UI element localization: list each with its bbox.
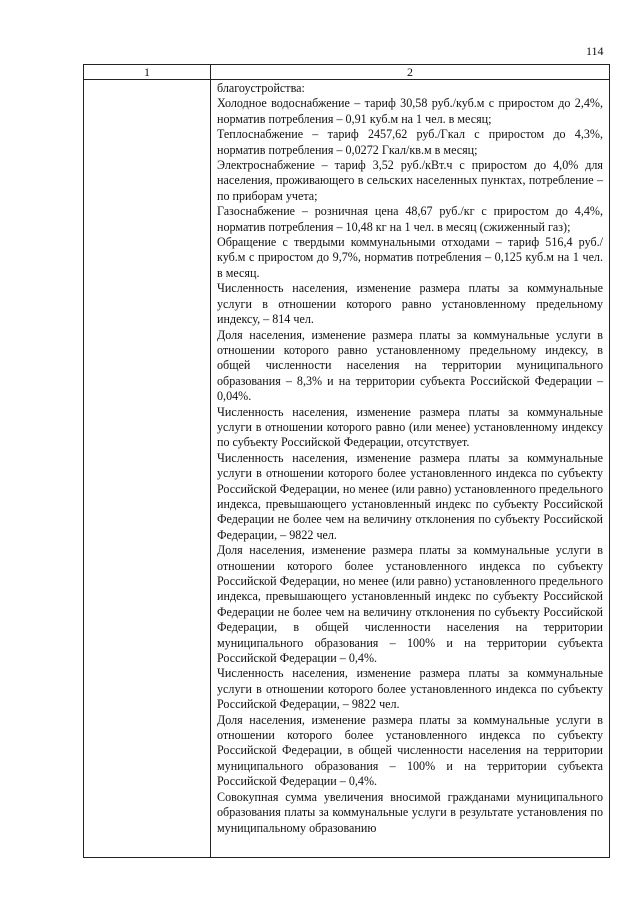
column-header-1: 1 bbox=[84, 65, 211, 80]
paragraph-share-above-index: Доля населения, изменение размера платы за коммунальные услуги в отношении которого более установленного индекса по субъекту Российской Федерации, в общей численности населения на территории муниципального образования – 100% и на территории субъекта Российской Федерации – 0,4%. bbox=[217, 712, 603, 789]
table-header-row bbox=[84, 65, 610, 80]
paragraph-gas: Газоснабжение – розничная цена 48,67 руб./кг с приростом до 4,4%, норматив потребления – 10,48 кг на 1 чел. в месяц (сжиженный газ); bbox=[217, 204, 603, 234]
table-body-row bbox=[84, 80, 610, 858]
paragraph-share-equal-limit: Доля населения, изменение размера платы за коммунальные услуги в отношении которого равно установленному предельному индексу, в общей численности населения на территории муниципального образования – 8,3% и на территории субъекта Российской Федерации – 0,04%. bbox=[217, 327, 603, 404]
page-number: 114 bbox=[586, 44, 604, 58]
paragraph-population-above-index-within-deviation: Численность населения, изменение размера платы за коммунальные услуги в отношении которого более установленного индекса по субъекту Российской Федерации, но менее (или равно) установленного предельного индекса, превышающего установленный индекс по субъекту Российской Федерации не более чем на величину отклонения по субъекту Российской Федерации, – 9822 чел. bbox=[217, 450, 603, 542]
paragraph-total-increase: Совокупная сумма увеличения вносимой гражданами муниципального образования платы за коммунальные услуги в результате установления по муниципальному образованию bbox=[217, 789, 603, 835]
paragraph-population-equal-index: Численность населения, изменение размера платы за коммунальные услуги в отношении которого равно (или менее) установленному индексу по субъекту Российской Федерации, отсутствует. bbox=[217, 404, 603, 450]
paragraph-population-equal-limit: Численность населения, изменение размера платы за коммунальные услуги в отношении которого равно установленному предельному индексу, – 814 чел. bbox=[217, 281, 603, 327]
paragraph-share-above-index-within-deviation: Доля населения, изменение размера платы за коммунальные услуги в отношении которого более установленного индекса по субъекту Российской Федерации, но менее (или равно) установленного предельного индекса, превышающего установленный индекс по субъекту Российской Федерации не более чем на величину отклонения по субъекту Российской Федерации, в общей численности населения на территории муниципального образования – 100% и на территории субъекта Российской Федерации – 0,4%. bbox=[217, 543, 603, 666]
column-1-cell bbox=[84, 80, 211, 858]
column-2-cell bbox=[211, 80, 610, 858]
paragraph-population-above-index: Численность населения, изменение размера платы за коммунальные услуги в отношении которого более установленного индекса по субъекту Российской Федерации, – 9822 чел. bbox=[217, 666, 603, 712]
document-table bbox=[83, 64, 610, 858]
paragraph-heading-fragment: благоустройства: bbox=[217, 81, 305, 95]
column-header-2: 2 bbox=[211, 65, 610, 80]
paragraph-cold-water: Холодное водоснабжение – тариф 30,58 руб./куб.м с приростом до 2,4%, норматив потребления – 0,91 куб.м на 1 чел. в месяц; bbox=[217, 96, 603, 126]
paragraph-electricity: Электроснабжение – тариф 3,52 руб./кВт.ч с приростом до 4,0% для населения, проживающего в сельских населенных пунктах, потребление – по приборам учета; bbox=[217, 158, 603, 203]
paragraph-solid-waste: Обращение с твердыми коммунальными отходами – тариф 516,4 руб./куб.м с приростом до 9,7%, норматив потребления – 0,125 куб.м на 1 чел. в месяц. bbox=[217, 235, 603, 280]
paragraph-heating: Теплоснабжение – тариф 2457,62 руб./Гкал с приростом до 4,3%, норматив потребления – 0,0272 Гкал/кв.м в месяц; bbox=[217, 127, 603, 157]
